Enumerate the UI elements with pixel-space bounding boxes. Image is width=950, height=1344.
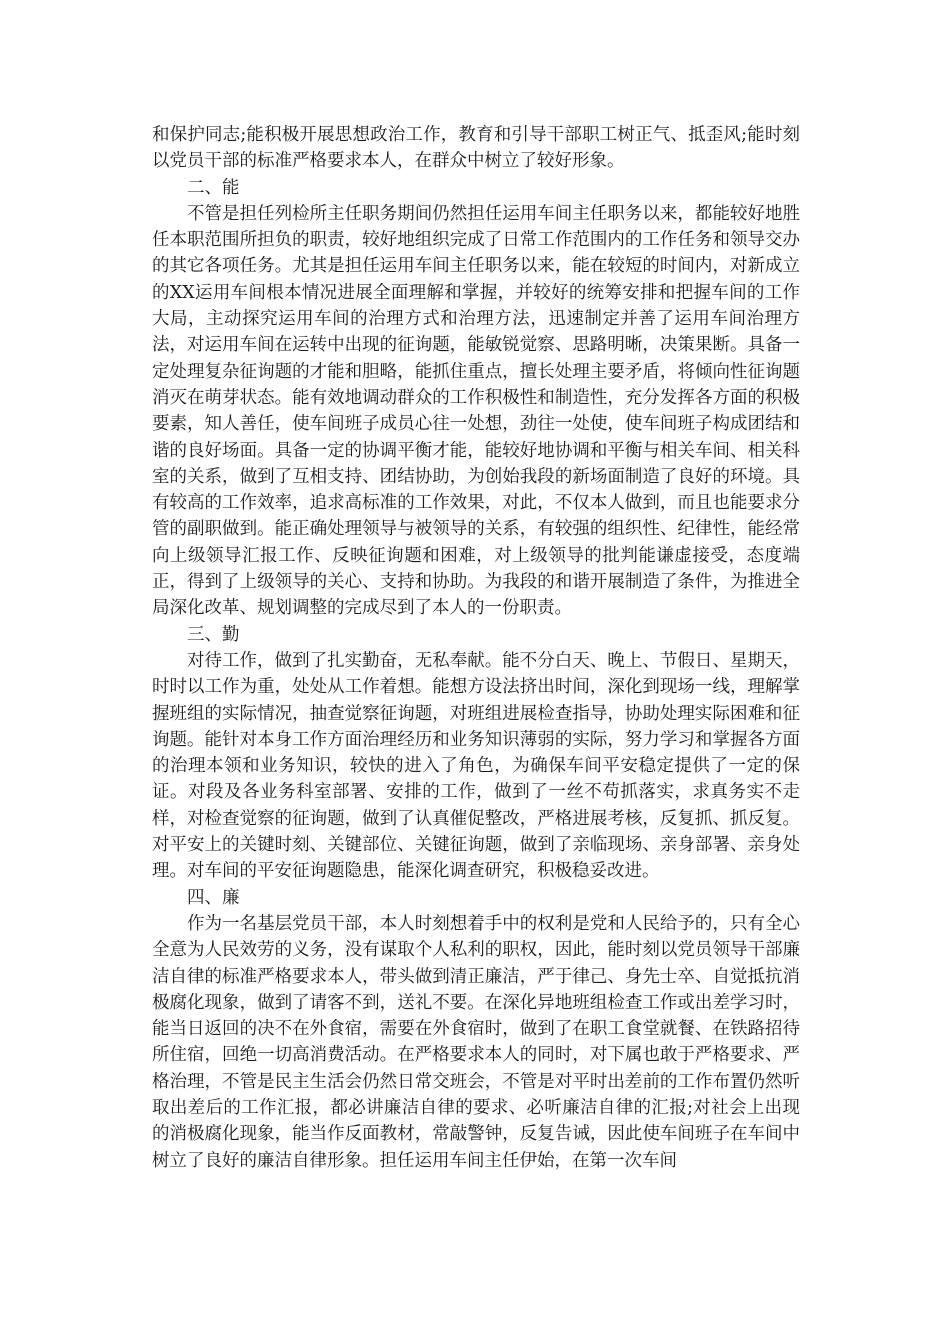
document-body (152, 122, 800, 1174)
paragraph-diligence: 对待工作，做到了扎实勤奋，无私奉献。能不分白天、晚上、节假日、星期天，时时以工作为重，处处从工作着想。能想方设法挤出时间，深化到现场一线，理解掌握班组的实际情况，抽查觉察征询题，对班组进展检查指导，协助处理实际困难和征询题。能针对本身工作方面治理经历和业务知识薄弱的实际，努力学习和掌握各方面的治理本领和业务知识，较快的进入了角色，为确保车间平安稳定提供了一定的保证。对段及各业务科室部署、安排的工作，做到了一丝不苟抓落实，求真务实不走样，对检查觉察的征询题，做到了认真催促整改，严格进展考核，反复抓、抓反复。对平安上的关键时刻、关键部位、关键征询题，做到了亲临现场、亲身部署、亲身处理。对车间的平安征询题隐患，能深化调查研究，积极稳妥改进。 (152, 650, 800, 882)
section-heading-integrity: 四、廉 (187, 887, 240, 908)
section-heading-diligence: 三、勤 (187, 624, 240, 645)
paragraph-integrity: 作为一名基层党员干部，本人时刻想着手中的权利是党和人民给予的，只有全心全意为人民效劳的义务，没有谋取个人私利的职权，因此，能时刻以党员领导干部廉洁自律的标准严格要求本人，带头做到清正廉洁，严于律己、身先士卒、自觉抵抗消极腐化现象，做到了请客不到，送礼不要。在深化异地班组检查工作或出差学习时，能当日返回的决不在外食宿，需要在外食宿时，做到了在职工食堂就餐、在铁路招待所住宿，回绝一切高消费活动。在严格要求本人的同时，对下属也敢于严格要求、严格治理，不管是民主生活会仍然日常交班会，不管是对平时出差前的工作布置仍然听取出差后的工作汇报，都必讲廉洁自律的要求、必听廉洁自律的汇报;对社会上出现的消极腐化现象，能当作反面教材，常敲警钟，反复告诫，因此使车间班子在车间中树立了良好的廉洁自律形象。担任运用车间主任伊始，在第一次车间 (152, 913, 800, 1171)
paragraph-continuation: 和保护同志;能积极开展思想政治工作，教育和引导干部职工树正气、抵歪风;能时刻以党员干部的标准严格要求本人，在群众中树立了较好形象。 (152, 125, 800, 172)
paragraph-ability: 不管是担任列检所主任职务期间仍然担任运用车间主任职务以来，都能较好地胜任本职范围所担负的职责，较好地组织完成了日常工作范围内的工作任务和领导交办的其它各项任务。尤其是担任运用车间主任职务以来，能在较短的时间内，对新成立的XX运用车间根本情况进展全面理解和掌握，并较好的统筹安排和把握车间的工作大局，主动探究运用车间的治理方式和治理方法，迅速制定并善了运用车间治理方法，对运用车间在运转中出现的征询题，能敏锐觉察、思路明晰，决策果断。具备一定处理复杂征询题的才能和胆略，能抓住重点，擅长处理主要矛盾，将倾向性征询题消灭在萌芽状态。能有效地调动群众的工作积极性和制造性，充分发挥各方面的积极要素，知人善任，使车间班子成员心往一处想，劲往一处使，使车间班子构成团结和谐的良好场面。具备一定的协调平衡才能，能较好地协调和平衡与相关车间、相关科室的关系，做到了互相支持、团结协助，为创始我段的新场面制造了良好的环境。具有较高的工作效率，追求高标准的工作效果，对此，不仅本人做到，而且也能要求分管的副职做到。能正确处理领导与被领导的关系，有较强的组织性、纪律性，能经常向上级领导汇报工作、反映征询题和困难，对上级领导的批判能谦虚接受，态度端正，得到了上级领导的关心、支持和协助。为我段的和谐开展制造了条件，为推进全局深化改革、规划调整的完成尽到了本人的一份职责。 (152, 203, 800, 619)
section-heading-ability: 二、能 (187, 177, 240, 198)
